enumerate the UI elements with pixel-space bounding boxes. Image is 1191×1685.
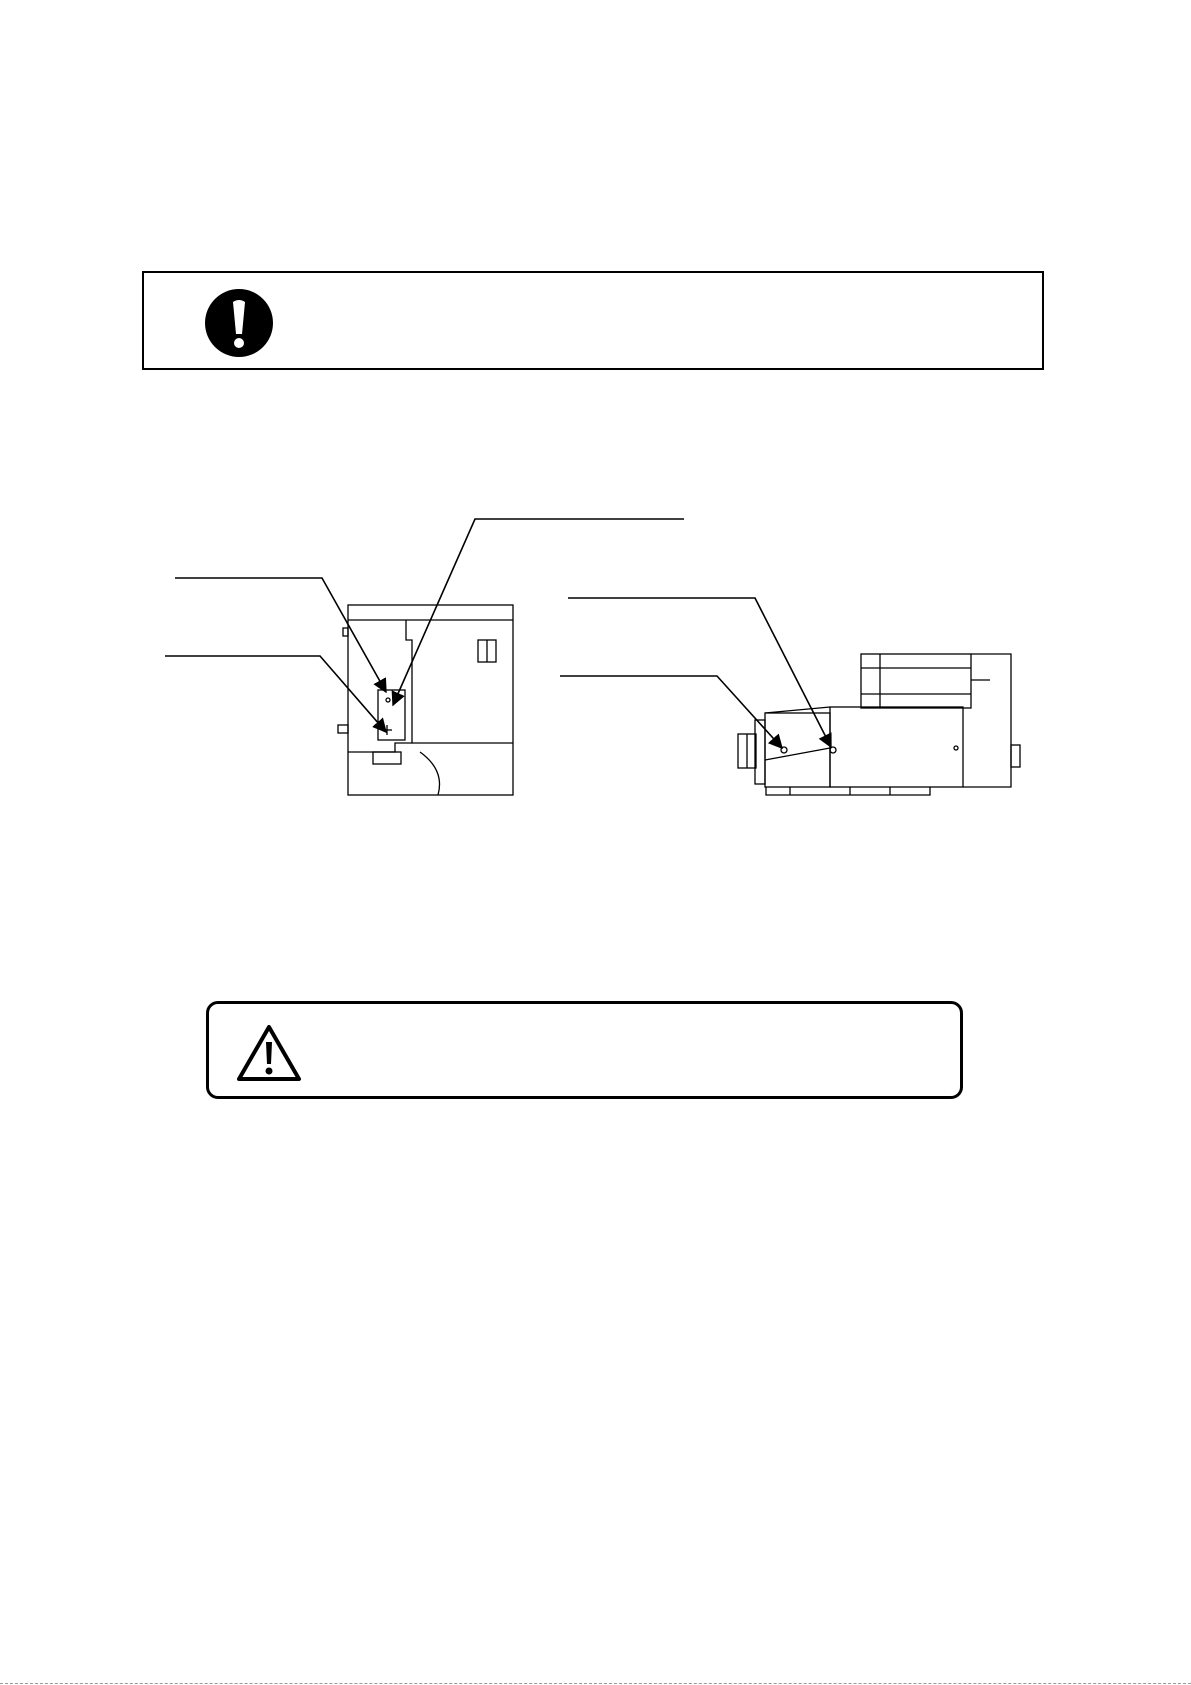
caution-box bbox=[206, 1001, 963, 1099]
page-bottom-rule bbox=[0, 1683, 1191, 1684]
front-view-drawing bbox=[338, 605, 513, 795]
side-view-leader-lines bbox=[560, 598, 831, 748]
side-view-drawing bbox=[738, 654, 1020, 795]
warning-triangle-icon bbox=[236, 1024, 302, 1082]
front-view-leader-lines bbox=[165, 519, 684, 732]
